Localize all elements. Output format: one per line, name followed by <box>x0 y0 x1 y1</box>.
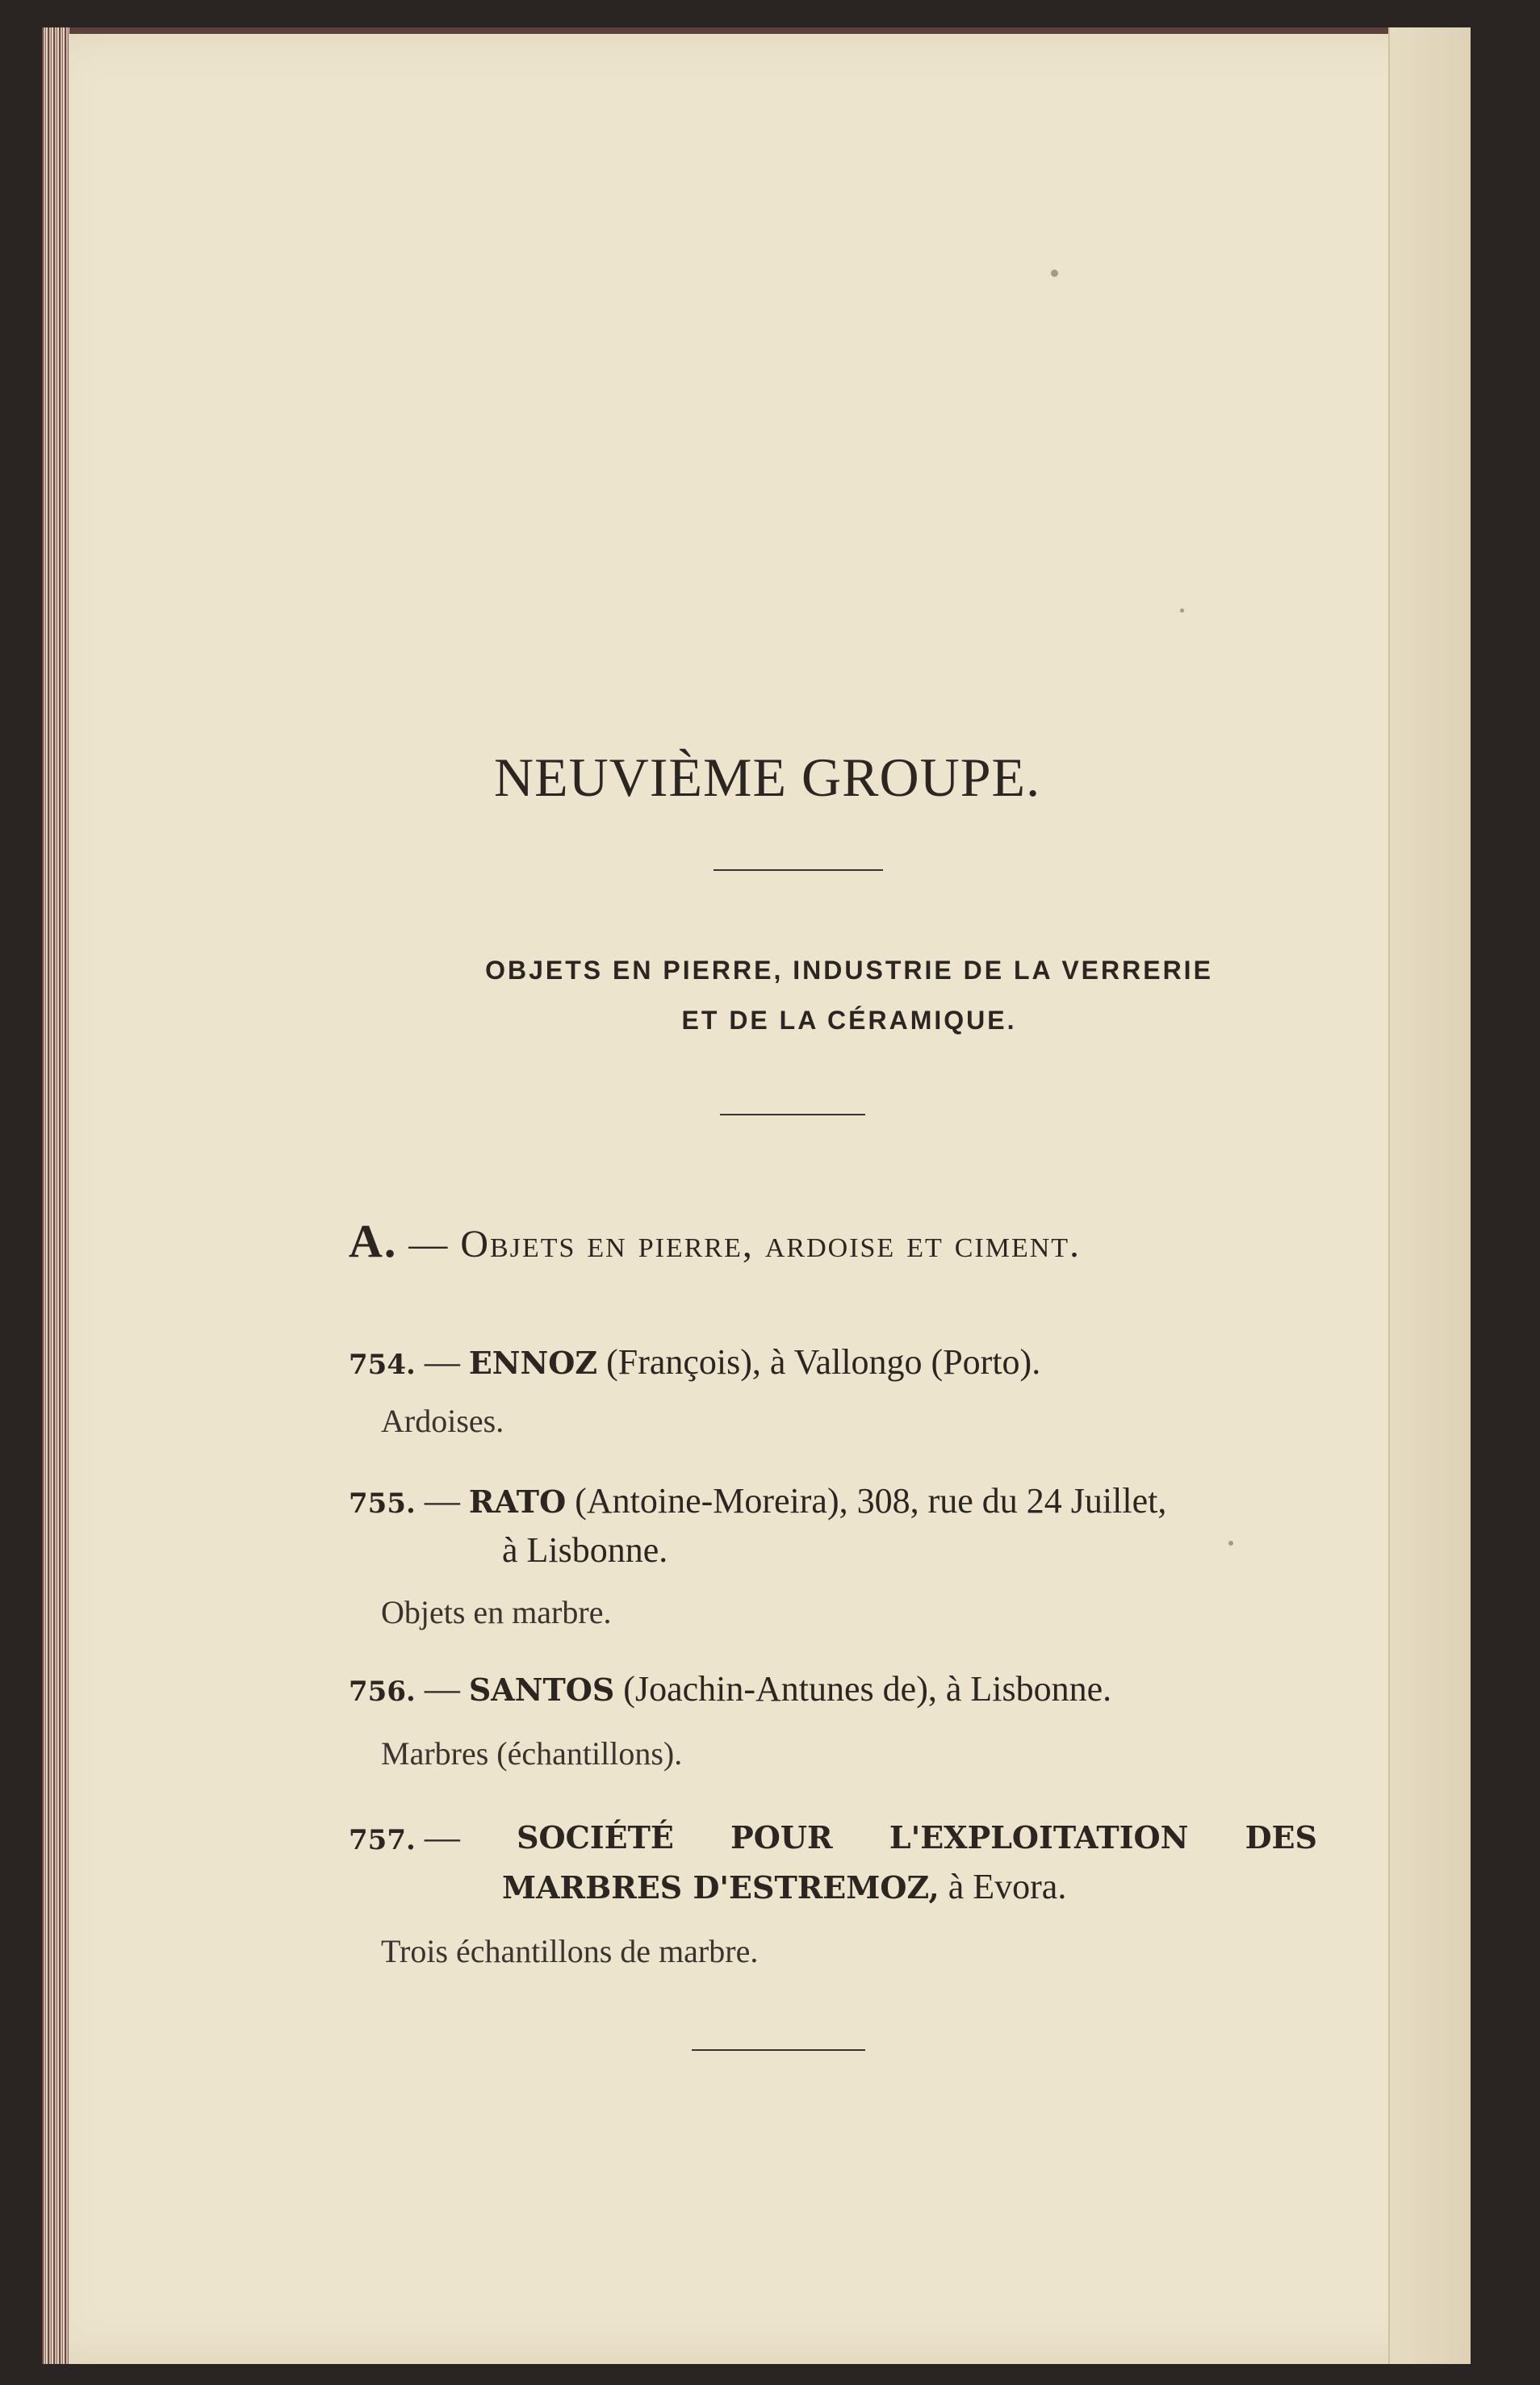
exhibitor-details-continuation: à Lisbonne. <box>502 1530 668 1570</box>
exhibitor-name: ENNOZ <box>468 1345 598 1381</box>
subtitle-rule <box>720 1114 865 1115</box>
title-rule <box>714 869 883 871</box>
section-letter: A. <box>349 1215 398 1267</box>
exhibitor-details: (Joachin-Antunes de), à Lisbonne. <box>623 1669 1112 1709</box>
exhibitor-name-word: DES <box>1245 1819 1317 1856</box>
exhibitor-name-word: POUR <box>730 1819 833 1856</box>
entry-number: 754. <box>349 1349 416 1381</box>
book-page <box>42 27 1471 2364</box>
exhibitor-name-continuation: MARBRES D'ESTREMOZ, <box>502 1869 939 1906</box>
page-content <box>42 27 1471 2364</box>
group-title: NEUVIÈME GROUPE. <box>494 747 1041 808</box>
exhibitor-details: (François), à Vallongo (Porto). <box>606 1342 1041 1382</box>
section-dash: — <box>408 1223 450 1266</box>
entry-description: Objets en marbre. <box>381 1594 612 1630</box>
subtitle-line-1: OBJETS EN PIERRE, INDUSTRIE DE LA VERRERIE <box>485 956 1213 985</box>
entry-754 <box>349 1339 1317 1388</box>
exhibitor-details: (Antoine-Moreira), 308, rue du 24 Juillet, <box>575 1481 1167 1521</box>
entry-number: 756. <box>349 1676 416 1708</box>
section-heading <box>349 1214 1081 1268</box>
entry-description: Trois échantillons de marbre. <box>381 1933 759 1969</box>
entry-dash: — <box>424 1818 460 1857</box>
exhibitor-name-word: L'EXPLOITATION <box>889 1819 1189 1856</box>
entry-number: 755. <box>349 1487 416 1520</box>
ink-spot <box>1051 270 1058 277</box>
entry-dash: — <box>424 1669 460 1709</box>
end-rule <box>692 2049 865 2051</box>
subtitle-line-2: ET DE LA CÉRAMIQUE. <box>681 1006 1017 1035</box>
entry-first-line <box>349 1814 1317 1864</box>
entry-dash: — <box>424 1342 460 1382</box>
ink-spot <box>1180 609 1184 613</box>
entry-description: Ardoises. <box>381 1403 504 1439</box>
exhibitor-name: RATO <box>468 1483 567 1520</box>
exhibitor-name: SANTOS <box>468 1672 615 1708</box>
entry-description: Marbres (échantillons). <box>381 1735 683 1772</box>
exhibitor-details-continuation: à Evora. <box>948 1867 1067 1906</box>
entry-757 <box>349 1814 1317 1911</box>
entry-755 <box>349 1478 1317 1574</box>
section-title: Objets en pierre, ardoise et ciment. <box>460 1223 1082 1266</box>
entry-756 <box>349 1666 1317 1715</box>
entry-number: 757. <box>349 1824 416 1856</box>
entry-dash: — <box>424 1481 460 1521</box>
exhibitor-name-word: SOCIÉTÉ <box>517 1819 674 1856</box>
